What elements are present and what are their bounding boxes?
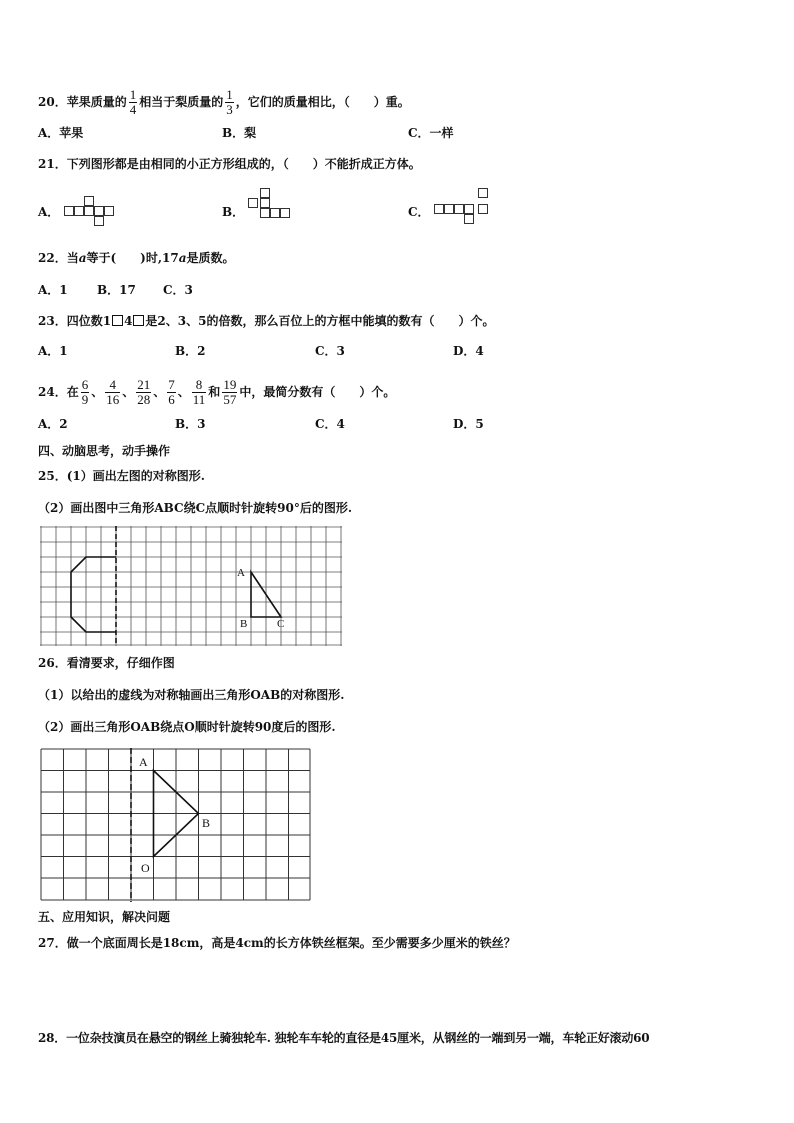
q25-label-a: A [237,567,245,579]
q20-stem [38,88,410,117]
q24-text-2: 中，最简分数有（ ）个。 [239,385,396,399]
q24-option-a: A．2 [38,417,68,431]
q24-stem [38,378,395,407]
q23-stem [38,313,494,329]
q22-option-c: C．3 [163,283,193,297]
q28-stem: 28．一位杂技演员在悬空的钢丝上骑独轮车. 独轮车车轮的直径是45厘米，从钢丝的一端到另一端，车轮正好滚动60 [38,1031,650,1045]
q22-stem [38,250,235,266]
q24-sep-2: 、 [122,385,135,399]
q20-option-c: C．一样 [408,126,454,140]
q23-text-3: 是2、3、5的倍数，那么百位上的方框中能填的数有（ ）个。 [145,314,495,328]
q26-grid [41,749,310,900]
q24-sep-3: 、 [153,385,166,399]
q24-sep-4: 、 [177,385,190,399]
q25-grid-figure [40,526,342,646]
q20-fraction-1: $\frac{1}{4}$ [129,87,137,117]
q25-grid [40,526,342,646]
q26-label-o: O [141,861,150,875]
q20-text-3: ，它们的质量相比，（ ）重。 [235,95,410,109]
q20-option-b: B．梨 [222,126,257,140]
q25-label-c: C [277,618,285,630]
q24-and: 和 [208,385,221,399]
q25-part-2: （2）画出图中三角形ABC绕C点顺时针旋转90°后的图形. [38,501,353,515]
q22-text-3: 是质数。 [186,251,235,265]
q23-option-c: C．3 [315,344,345,358]
q23-option-a: A．1 [38,344,68,358]
section-4-heading: 四、动脑思考，动手操作 [38,444,171,458]
q20-text-1: 苹果质量的 [66,95,127,109]
q21-label-a: A． [38,205,60,219]
q26-part-2: （2）画出三角形OAB绕点O顺时针旋转90度后的图形. [38,720,336,734]
section-5-heading: 五、应用知识，解决问题 [38,910,171,924]
q20-number: 20． [38,95,67,109]
q23-text-2: 4 [124,314,133,328]
q23-blank-box-2 [133,315,144,326]
q21-label-b: B． [222,205,245,219]
q24-option-b: B．3 [175,417,206,431]
q24-fraction-5: $\frac{8}{11}$ [192,377,206,407]
q21-cube-net-b [248,188,300,228]
q26-label-a: A [139,755,148,769]
q26-grid-figure [40,748,312,902]
q26-label-b: B [202,816,211,830]
q24-fraction-6: $\frac{19}{57}$ [223,377,237,407]
q24-fraction-1: $\frac{6}{9}$ [81,377,89,407]
q21-cube-net-c [434,188,494,232]
q25-part-1: 25．(1）画出左图的对称图形. [38,469,205,483]
q24-option-c: C．4 [315,417,345,431]
q23-blank-box-1 [112,315,123,326]
q22-text-2: 等于( )时,17 [86,251,179,265]
q24-text-1: 24．在 [38,385,79,399]
q24-sep-1: 、 [91,385,104,399]
q25-label-b: B [240,618,248,630]
q24-fraction-3: $\frac{21}{28}$ [137,377,151,407]
q20-text-2: 相当于梨质量的 [139,95,224,109]
q21-label-c: C． [408,205,430,219]
q20-option-a: A．苹果 [38,126,84,140]
q23-text-1: 23．四位数1 [38,314,112,328]
q22-option-b: B．17 [97,283,136,297]
q21-stem: 21．下列图形都是由相同的小正方形组成的，（ ）不能折成正方体。 [38,157,421,171]
q22-text-1: 22．当 [38,251,79,265]
q22-option-a: A．1 [38,283,68,297]
q22-variable-a-2: a [178,251,187,265]
q24-fraction-4: $\frac{7}{6}$ [168,377,175,407]
q26-title: 26．看清要求，仔细作图 [38,656,175,670]
q21-cube-net-a [64,196,118,228]
q22-variable-a: a [78,251,87,265]
q23-option-b: B．2 [175,344,206,358]
q24-fraction-2: $\frac{4}{16}$ [106,377,120,407]
q27-stem: 27．做一个底面周长是18cm，高是4cm的长方体铁丝框架。至少需要多少厘米的铁丝？ [38,936,516,950]
q23-option-d: D．4 [453,344,484,358]
q26-part-1: （1）以给出的虚线为对称轴画出三角形OAB的对称图形. [38,688,345,702]
q24-option-d: D．5 [453,417,484,431]
q20-fraction-2: $\frac{1}{3}$ [226,87,233,117]
q25-left-shape [71,557,116,632]
